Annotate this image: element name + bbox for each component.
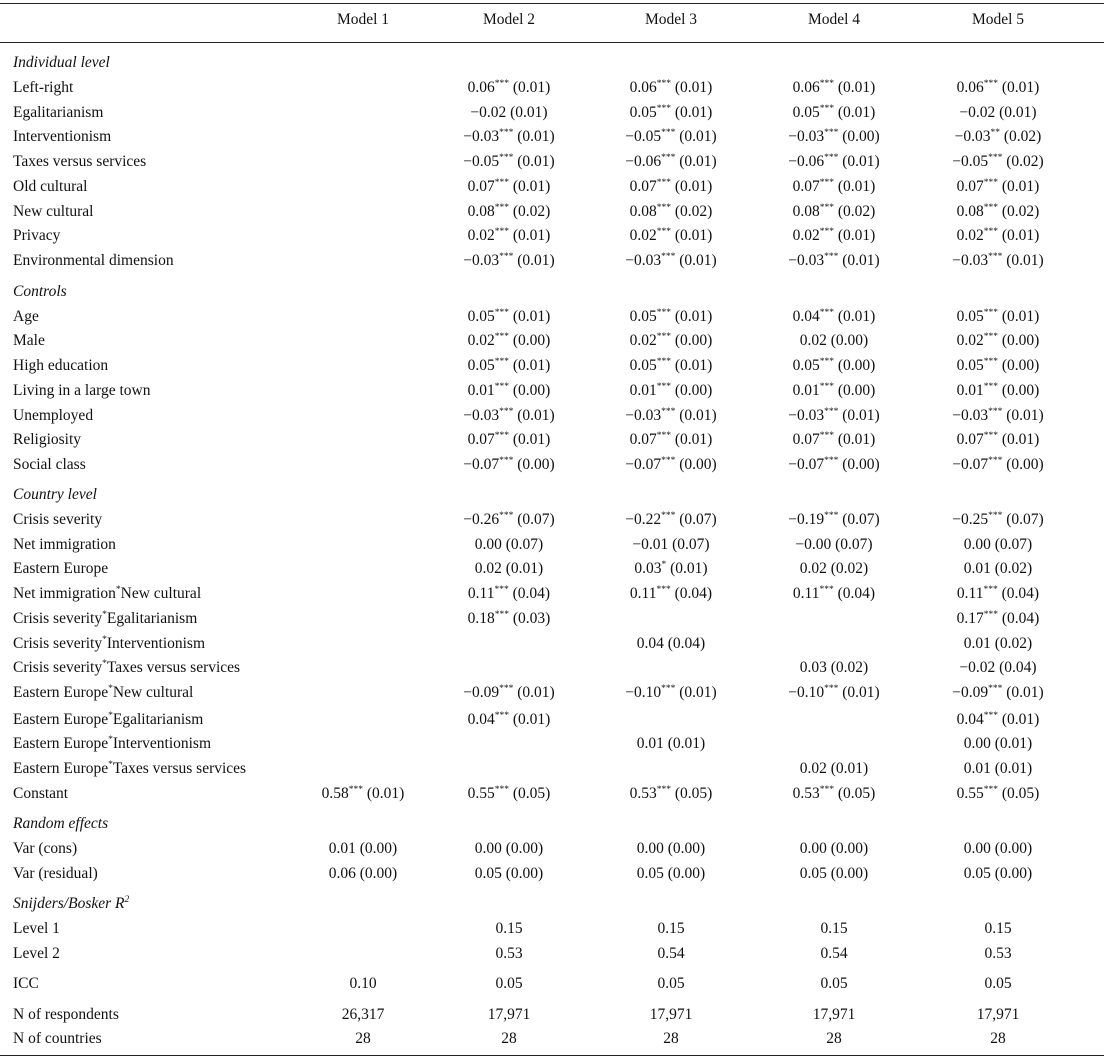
cell-model-5: 0.55*** (0.05)	[956, 785, 1040, 802]
cell-model-1: 0.10	[349, 975, 377, 992]
cell-model-2: 0.06*** (0.01)	[467, 79, 551, 96]
row-label: Left-right	[13, 79, 74, 96]
cell-model-5: −0.05*** (0.02)	[952, 153, 1044, 170]
row-label: Constant	[13, 785, 69, 802]
cell-model-5: 0.01*** (0.00)	[956, 382, 1040, 399]
row-label: Privacy	[13, 227, 61, 244]
row-label: New cultural	[13, 203, 94, 220]
table-row	[0, 101, 1104, 125]
cell-model-5: 0.00 (0.07)	[963, 536, 1033, 553]
cell-model-5: 17,971	[976, 1006, 1020, 1023]
cell-model-3: 0.54	[657, 945, 685, 962]
cell-model-3: −0.05*** (0.01)	[625, 128, 717, 145]
cell-model-2: 0.02*** (0.00)	[467, 332, 551, 349]
cell-model-2: 0.00 (0.07)	[474, 536, 544, 553]
cell-model-4: 0.02 (0.01)	[799, 760, 869, 777]
cell-model-3: −0.06*** (0.01)	[625, 153, 717, 170]
cell-model-3: 0.08*** (0.02)	[629, 203, 713, 220]
row-label: High education	[13, 357, 109, 374]
cell-model-3: 0.00 (0.00)	[636, 840, 706, 857]
row-label: Level 2	[13, 945, 60, 962]
cell-model-3: 0.05 (0.00)	[636, 865, 706, 882]
cell-model-3: 0.01*** (0.00)	[629, 382, 713, 399]
row-label: Religiosity	[13, 431, 82, 448]
cell-model-2: 0.01*** (0.00)	[467, 382, 551, 399]
cell-model-3: 0.02*** (0.00)	[629, 332, 713, 349]
cell-model-5: −0.07*** (0.00)	[952, 456, 1044, 473]
header-model-3: Model 3	[644, 11, 698, 28]
cell-model-2: 0.02 (0.01)	[474, 560, 544, 577]
cell-model-4: −0.03*** (0.01)	[788, 252, 880, 269]
section-heading: Individual level	[13, 54, 110, 71]
cell-model-5: 0.15	[984, 920, 1012, 937]
cell-model-5: 0.01 (0.01)	[963, 760, 1033, 777]
cell-model-2: −0.05*** (0.01)	[463, 153, 555, 170]
header-model-2: Model 2	[482, 11, 536, 28]
cell-model-5: 0.01 (0.02)	[963, 560, 1033, 577]
cell-model-4: 0.02 (0.02)	[799, 560, 869, 577]
cell-model-3: 0.07*** (0.01)	[629, 178, 713, 195]
cell-model-1: 28	[355, 1030, 371, 1047]
cell-model-2: −0.26*** (0.07)	[463, 511, 555, 528]
cell-model-3: 0.05*** (0.01)	[629, 308, 713, 325]
cell-model-5: 0.06*** (0.01)	[956, 79, 1040, 96]
cell-model-4: 17,971	[812, 1006, 856, 1023]
section-row	[0, 483, 1104, 507]
bottom-rule	[0, 1055, 1104, 1056]
table-row	[0, 76, 1104, 100]
section-heading: Controls	[13, 283, 67, 300]
cell-model-3: −0.03*** (0.01)	[625, 252, 717, 269]
row-label: Unemployed	[13, 407, 94, 424]
header-row	[0, 8, 1104, 32]
cell-model-3: 0.05*** (0.01)	[629, 357, 713, 374]
cell-model-4: 0.54	[820, 945, 848, 962]
cell-model-5: −0.03*** (0.01)	[952, 252, 1044, 269]
section-heading: Snijders/Bosker $R^2$	[13, 895, 130, 912]
cell-model-3: 0.07*** (0.01)	[629, 431, 713, 448]
row-label: Crisis severity	[13, 511, 103, 528]
cell-model-4: 0.02*** (0.01)	[792, 227, 876, 244]
cell-model-2: 0.07*** (0.01)	[467, 431, 551, 448]
table-row	[0, 732, 1104, 756]
cell-model-5: 0.05	[984, 975, 1012, 992]
row-label: Old cultural	[13, 178, 88, 195]
cell-model-2: 0.02*** (0.01)	[467, 227, 551, 244]
section-row	[0, 812, 1104, 836]
section-heading: Random effects	[13, 815, 109, 832]
row-label: ICC	[13, 975, 39, 992]
cell-model-4: −0.10*** (0.01)	[788, 684, 880, 701]
cell-model-1: 0.58*** (0.01)	[321, 785, 405, 802]
cell-model-5: −0.02 (0.01)	[959, 104, 1037, 121]
cell-model-3: −0.10*** (0.01)	[625, 684, 717, 701]
cell-model-4: 0.05*** (0.00)	[792, 357, 876, 374]
table-row	[0, 224, 1104, 248]
cell-model-3: 0.02*** (0.01)	[629, 227, 713, 244]
row-label: Egalitarianism	[13, 104, 104, 121]
row-label: Eastern Europe*Taxes versus services	[13, 760, 247, 777]
table-row	[0, 329, 1104, 353]
cell-model-4: −0.07*** (0.00)	[788, 456, 880, 473]
table-row	[0, 708, 1104, 732]
row-label: Eastern Europe	[13, 560, 109, 577]
row-label: Level 1	[13, 920, 60, 937]
header-model-5: Model 5	[971, 11, 1025, 28]
cell-model-3: −0.22*** (0.07)	[625, 511, 717, 528]
cell-model-3: 0.15	[657, 920, 685, 937]
cell-model-5: 28	[990, 1030, 1006, 1047]
row-label: Crisis severity*Taxes versus services	[13, 659, 241, 676]
row-label: N of respondents	[13, 1006, 119, 1023]
cell-model-2: 0.53	[495, 945, 523, 962]
row-label: Crisis severity*Egalitarianism	[13, 610, 198, 627]
cell-model-4: 0.11*** (0.04)	[792, 585, 876, 602]
cell-model-2: −0.03*** (0.01)	[463, 252, 555, 269]
cell-model-5: −0.03*** (0.01)	[952, 407, 1044, 424]
cell-model-2: 0.04*** (0.01)	[467, 711, 551, 728]
cell-model-2: 0.07*** (0.01)	[467, 178, 551, 195]
row-label: Net immigration	[13, 536, 116, 553]
cell-model-2: 0.05*** (0.01)	[467, 308, 551, 325]
cell-model-4: 0.03 (0.02)	[799, 659, 869, 676]
cell-model-5: 0.07*** (0.01)	[956, 431, 1040, 448]
cell-model-4: −0.00 (0.07)	[795, 536, 873, 553]
cell-model-4: −0.03*** (0.01)	[788, 407, 880, 424]
cell-model-2: −0.09*** (0.01)	[463, 684, 555, 701]
cell-model-2: 0.00 (0.00)	[474, 840, 544, 857]
cell-model-5: 0.05*** (0.01)	[956, 308, 1040, 325]
cell-model-2: 0.05 (0.00)	[474, 865, 544, 882]
cell-model-2: −0.03*** (0.01)	[463, 407, 555, 424]
section-row	[0, 892, 1104, 916]
table-row	[0, 508, 1104, 532]
cell-model-3: 17,971	[649, 1006, 693, 1023]
cell-model-5: −0.02 (0.04)	[959, 659, 1037, 676]
cell-model-5: 0.05*** (0.00)	[956, 357, 1040, 374]
cell-model-3: 0.03* (0.01)	[634, 560, 708, 577]
cell-model-5: −0.25*** (0.07)	[952, 511, 1044, 528]
cell-model-4: 0.53*** (0.05)	[792, 785, 876, 802]
cell-model-5: 0.08*** (0.02)	[956, 203, 1040, 220]
cell-model-5: −0.09*** (0.01)	[952, 684, 1044, 701]
header-model-4: Model 4	[807, 11, 861, 28]
row-label: Environmental dimension	[13, 252, 174, 269]
cell-model-5: −0.03** (0.02)	[954, 128, 1042, 145]
row-label: Var (cons)	[13, 840, 78, 857]
cell-model-3: 0.05	[657, 975, 685, 992]
row-label: Net immigration*New cultural	[13, 585, 202, 602]
cell-model-5: 0.00 (0.01)	[963, 735, 1033, 752]
cell-model-4: 0.01*** (0.00)	[792, 382, 876, 399]
cell-model-2: −0.07*** (0.00)	[463, 456, 555, 473]
cell-model-4: 0.00 (0.00)	[799, 840, 869, 857]
cell-model-5: 0.04*** (0.01)	[956, 711, 1040, 728]
table-row	[0, 125, 1104, 149]
cell-model-3: −0.07*** (0.00)	[625, 456, 717, 473]
table-row	[0, 782, 1104, 806]
cell-model-3: 0.05*** (0.01)	[629, 104, 713, 121]
cell-model-2: 0.08*** (0.02)	[467, 203, 551, 220]
table-row	[0, 632, 1104, 656]
cell-model-4: −0.06*** (0.01)	[788, 153, 880, 170]
header-rule	[0, 42, 1104, 43]
cell-model-5: 0.05 (0.00)	[963, 865, 1033, 882]
cell-model-2: 0.05*** (0.01)	[467, 357, 551, 374]
row-label: Eastern Europe*Interventionism	[13, 735, 212, 752]
table-row	[0, 1003, 1104, 1027]
cell-model-3: −0.03*** (0.01)	[625, 407, 717, 424]
cell-model-1: 0.01 (0.00)	[328, 840, 398, 857]
cell-model-3: 0.06*** (0.01)	[629, 79, 713, 96]
row-label: Male	[13, 332, 45, 349]
row-label: Eastern Europe*Egalitarianism	[13, 711, 204, 728]
table-row	[0, 942, 1104, 966]
cell-model-2: 0.18*** (0.03)	[467, 610, 551, 627]
section-row	[0, 51, 1104, 75]
cell-model-1: 26,317	[341, 1006, 385, 1023]
cell-model-4: 0.07*** (0.01)	[792, 178, 876, 195]
cell-model-5: 0.01 (0.02)	[963, 635, 1033, 652]
cell-model-4: 0.07*** (0.01)	[792, 431, 876, 448]
cell-model-3: −0.01 (0.07)	[632, 536, 710, 553]
cell-model-2: −0.02 (0.01)	[470, 104, 548, 121]
cell-model-2: 0.05	[495, 975, 523, 992]
cell-model-4: 0.08*** (0.02)	[792, 203, 876, 220]
table-row	[0, 917, 1104, 941]
cell-model-5: 0.07*** (0.01)	[956, 178, 1040, 195]
cell-model-3: 0.53*** (0.05)	[629, 785, 713, 802]
table-row	[0, 972, 1104, 996]
cell-model-2: 28	[501, 1030, 517, 1047]
cell-model-5: 0.00 (0.00)	[963, 840, 1033, 857]
row-label: N of countries	[13, 1030, 102, 1047]
cell-model-2: 0.15	[495, 920, 523, 937]
table-row	[0, 1027, 1104, 1051]
table-row	[0, 453, 1104, 477]
table-row	[0, 582, 1104, 606]
cell-model-3: 0.04 (0.04)	[636, 635, 706, 652]
cell-model-5: 0.02*** (0.01)	[956, 227, 1040, 244]
cell-model-3: 28	[663, 1030, 679, 1047]
header-model-1: Model 1	[336, 11, 390, 28]
cell-model-5: 0.53	[984, 945, 1012, 962]
table-row	[0, 249, 1104, 273]
section-row	[0, 280, 1104, 304]
table-row	[0, 200, 1104, 224]
cell-model-4: 0.05	[820, 975, 848, 992]
table-row	[0, 607, 1104, 631]
row-label: Taxes versus services	[13, 153, 147, 170]
cell-model-4: 0.15	[820, 920, 848, 937]
cell-model-1: 0.06 (0.00)	[328, 865, 398, 882]
cell-model-5: 0.11*** (0.04)	[956, 585, 1040, 602]
table-row	[0, 175, 1104, 199]
table-row	[0, 379, 1104, 403]
cell-model-3: 0.11*** (0.04)	[629, 585, 713, 602]
cell-model-4: 0.05*** (0.01)	[792, 104, 876, 121]
table-row	[0, 557, 1104, 581]
cell-model-5: 0.02*** (0.00)	[956, 332, 1040, 349]
section-heading: Country level	[13, 486, 97, 503]
row-label: Eastern Europe*New cultural	[13, 684, 194, 701]
table-row	[0, 533, 1104, 557]
cell-model-4: 0.05 (0.00)	[799, 865, 869, 882]
cell-model-4: 0.02 (0.00)	[799, 332, 869, 349]
cell-model-4: 28	[826, 1030, 842, 1047]
cell-model-4: 0.04*** (0.01)	[792, 308, 876, 325]
cell-model-3: 0.01 (0.01)	[636, 735, 706, 752]
row-label: Var (residual)	[13, 865, 98, 882]
table-row	[0, 837, 1104, 861]
cell-model-5: 0.17*** (0.04)	[956, 610, 1040, 627]
cell-model-2: 17,971	[487, 1006, 531, 1023]
table-row	[0, 757, 1104, 781]
cell-model-2: 0.11*** (0.04)	[467, 585, 551, 602]
table-row	[0, 404, 1104, 428]
table-row	[0, 862, 1104, 886]
row-label: Living in a large town	[13, 382, 151, 399]
table-row	[0, 428, 1104, 452]
row-label: Crisis severity*Interventionism	[13, 635, 206, 652]
cell-model-4: −0.19*** (0.07)	[788, 511, 880, 528]
table-row	[0, 681, 1104, 705]
table-row	[0, 354, 1104, 378]
table-row	[0, 656, 1104, 680]
table-row	[0, 150, 1104, 174]
row-label: Age	[13, 308, 39, 325]
cell-model-2: −0.03*** (0.01)	[463, 128, 555, 145]
row-label: Social class	[13, 456, 86, 473]
cell-model-4: 0.06*** (0.01)	[792, 79, 876, 96]
row-label: Interventionism	[13, 128, 112, 145]
top-rule	[0, 3, 1104, 4]
cell-model-4: −0.03*** (0.00)	[788, 128, 880, 145]
table-row	[0, 305, 1104, 329]
cell-model-2: 0.55*** (0.05)	[467, 785, 551, 802]
